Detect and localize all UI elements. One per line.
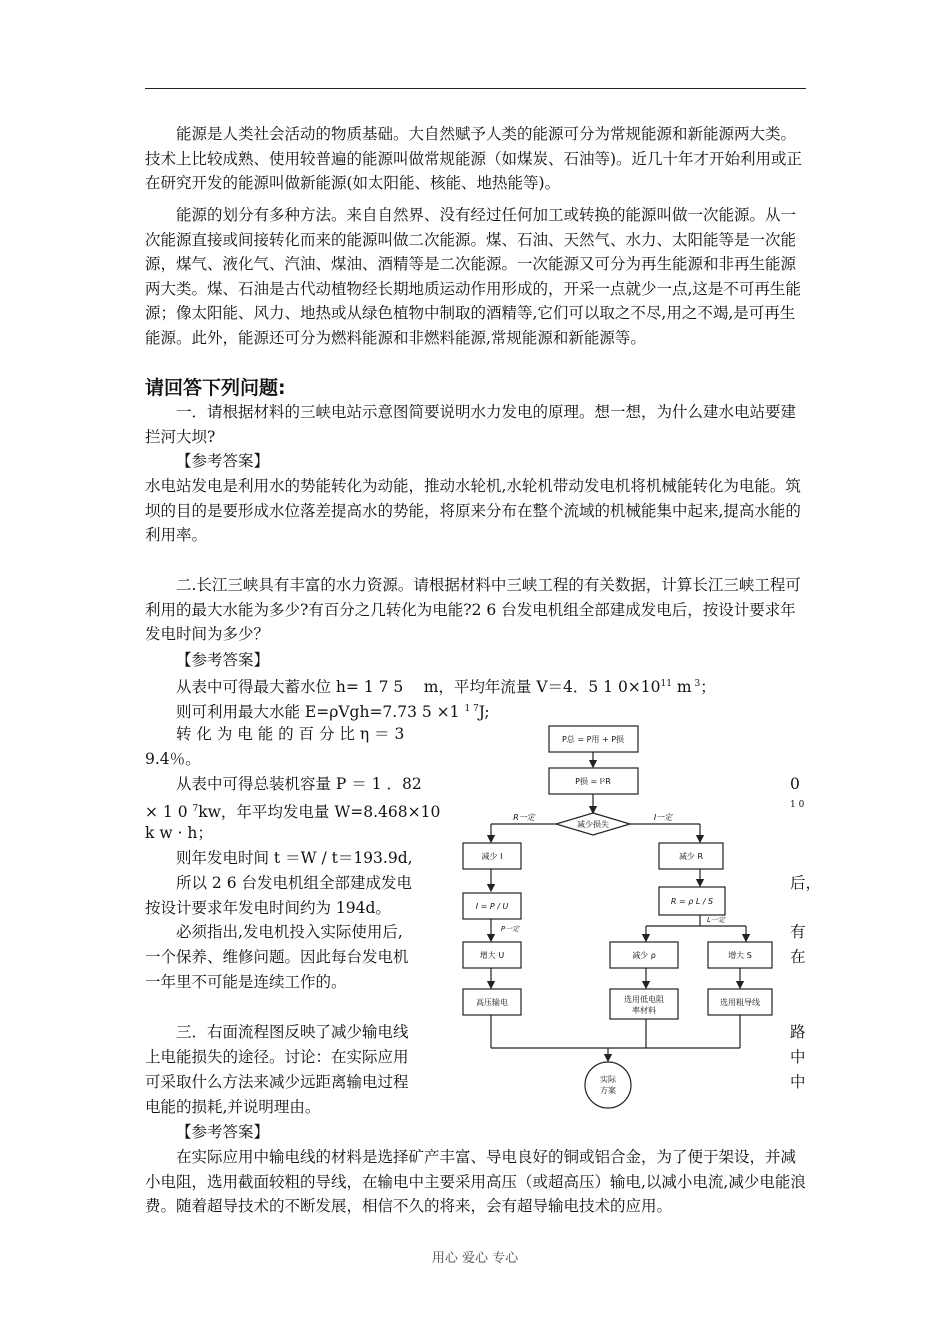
q2-line-6-edge: 1 0 <box>790 800 805 810</box>
q2-line-12: 一个保养、维修问题。因此每台发电机 <box>145 948 409 966</box>
q3-line-2: 上电能损失的途径。讨论：在实际应用 <box>145 1048 409 1066</box>
flow-left-branch-label: R一定 <box>513 813 535 822</box>
q1-answer: 水电站发电是利用水的势能转化为动能，推动水轮机,水轮机带动发电机将机械能转化为电能。筑坝的目的是要形成水位落差提高水的势能，将原来分布在整个流域的机械能集中起来,提高水能的利用率。 <box>145 477 801 544</box>
flow-material-line-1: 选用低电阻 <box>624 995 664 1004</box>
q2-line-4: 9.4％。 <box>145 750 201 768</box>
question-1: 一．请根据材料的三峡电站示意图简要说明水力发电的原理。想一想，为什么建水电站要建拦河大坝? <box>145 403 797 446</box>
flow-material-line-2: 率材料 <box>632 1006 656 1015</box>
flow-final-line-2: 方案 <box>600 1086 616 1095</box>
header-rule <box>145 88 806 89</box>
q2-reference-label: 【参考答案】 <box>176 651 270 669</box>
flow-reduce-rho: 减少 ρ <box>632 951 656 960</box>
intro-paragraph-1: 能源是人类社会活动的物质基础。大自然赋予人类的能源可分为常规能源和新能源两大类。技术上比较成熟、使用较普遍的能源叫做常规能源（如煤炭、石油等)。近几十年才开始利用或正在研究开发的能源叫做新能源(如太阳能、核能、地热能等)。 <box>145 125 803 192</box>
flow-reduce-r: 减少 R <box>678 852 704 861</box>
q2-line-9-edge: 后， <box>790 874 822 892</box>
q3-answer: 在实际应用中输电线的材料是选择矿产丰富、导电良好的铜或铝合金，为了便于架设，并减小电阻，选用截面较粗的导线，在输电中主要采用高压（或超高压）输电,以减小电流,减少电能浪费。随着超导技术的不断发展，相信不久的将来，会有超导输电技术的应用。 <box>145 1148 806 1215</box>
q3-line-3-edge: 中 <box>790 1073 806 1091</box>
q2-line-5: 从表中可得总装机容量 P ＝ 1 ．82 <box>176 775 422 793</box>
q2-line-13: 一年里不可能是连续工作的。 <box>145 973 347 991</box>
q3-line-3: 可采取什么方法来减少远距离输电过程 <box>145 1073 409 1091</box>
flow-p-fixed: P一定 <box>500 925 520 933</box>
q3-line-1-edge: 路 <box>790 1023 806 1041</box>
q2-line-11: 必须指出,发电机投入实际使用后, <box>176 923 403 941</box>
flow-l-fixed: L一定 <box>707 916 725 924</box>
flow-final-line-1: 实际 <box>600 1075 616 1084</box>
q2-line-10: 按设计要求年发电时间约为 194d。 <box>145 899 391 917</box>
q3-reference-label: 【参考答案】 <box>176 1123 270 1141</box>
q2-line-11-edge: 有 <box>790 923 806 941</box>
page-footer: 用心 爱心 专心 <box>431 1251 519 1266</box>
q1-reference-label: 【参考答案】 <box>176 452 270 470</box>
q2-line-1: 从表中可得最大蓄水位 h= 1 7 5 m，平均年流量 V＝4．5 1 $0\times 10^{11}$ m $^3$； <box>176 678 716 697</box>
power-loss-flowchart <box>458 718 788 1113</box>
flow-second-box: P损 = I²R <box>575 777 611 786</box>
q2-line-12-edge: 在 <box>790 948 806 966</box>
q2-line-9: 所以 2 6 台发电机组全部建成发电 <box>176 874 413 892</box>
q2-line-7: k w · h； <box>145 824 213 842</box>
flow-reduce-i: 减少 I <box>481 852 503 861</box>
q2-line-6: × 1 0 $^7$kw，年平均发电量 W=8.468×10 <box>145 803 441 822</box>
questions-heading: 请回答下列问题: <box>145 377 286 399</box>
q3-line-2-edge: 中 <box>790 1048 806 1066</box>
flow-formula-r: R = ρ L / S <box>670 897 714 906</box>
flow-decision: 减少损失 <box>577 820 609 829</box>
flow-right-branch-label: I一定 <box>653 813 673 822</box>
q2-line-3: 转 化 为 电 能 的 百 分 比 η ＝ 3 <box>176 725 405 743</box>
question-2: 二.长江三峡具有丰富的水力资源。请根据材料中三峡工程的有关数据，计算长江三峡工程可利用的最大水能为多少?有百分之几转化为电能?2 6 台发电机组全部建成发电后，按设计要求年发电时间为多少？ <box>145 576 801 643</box>
flow-formula-i: I = P / U <box>475 902 509 911</box>
flow-increase-u: 增大 U <box>479 951 505 960</box>
q3-line-1: 三．右面流程图反映了减少输电线 <box>176 1023 409 1041</box>
intro-paragraph-2: 能源的划分有多种方法。来自自然界、没有经过任何加工或转换的能源叫做一次能源。从一次能源直接或间接转化而来的能源叫做二次能源。煤、石油、天然气、水力、太阳能等是一次能源，煤气、液化气、汽油、煤油、酒精等是二次能源。一次能源又可分为再生能源和非再生能源两大类。煤、石油是古代动植物经长期地质运动作用形成的，开采一点就少一点,这是不可再生能源；像太阳能、风力、地热或从绿色植物中制取的酒精等,它们可以取之不尽,用之不竭,是可再生能源。此外，能源还可分为燃料能源和非燃料能源,常规能源和新能源等。 <box>145 206 801 347</box>
flow-thick-wire: 选用粗导线 <box>720 998 760 1007</box>
flow-high-voltage: 高压输电 <box>476 998 508 1007</box>
q2-line-5-edge: 0 <box>790 775 800 793</box>
q2-line-8: 则年发电时间 t ＝W / t＝193.9d, <box>176 849 413 867</box>
flow-increase-s: 增大 S <box>728 951 752 960</box>
flow-top-box: P总 = P用 + P损 <box>561 735 625 744</box>
q3-line-4: 电能的损耗,并说明理由。 <box>145 1098 321 1116</box>
q2-line-2: 则可利用最大水能 E=ρVgh=7.73 5 ×1 $^{1 7}$J; <box>176 703 490 722</box>
